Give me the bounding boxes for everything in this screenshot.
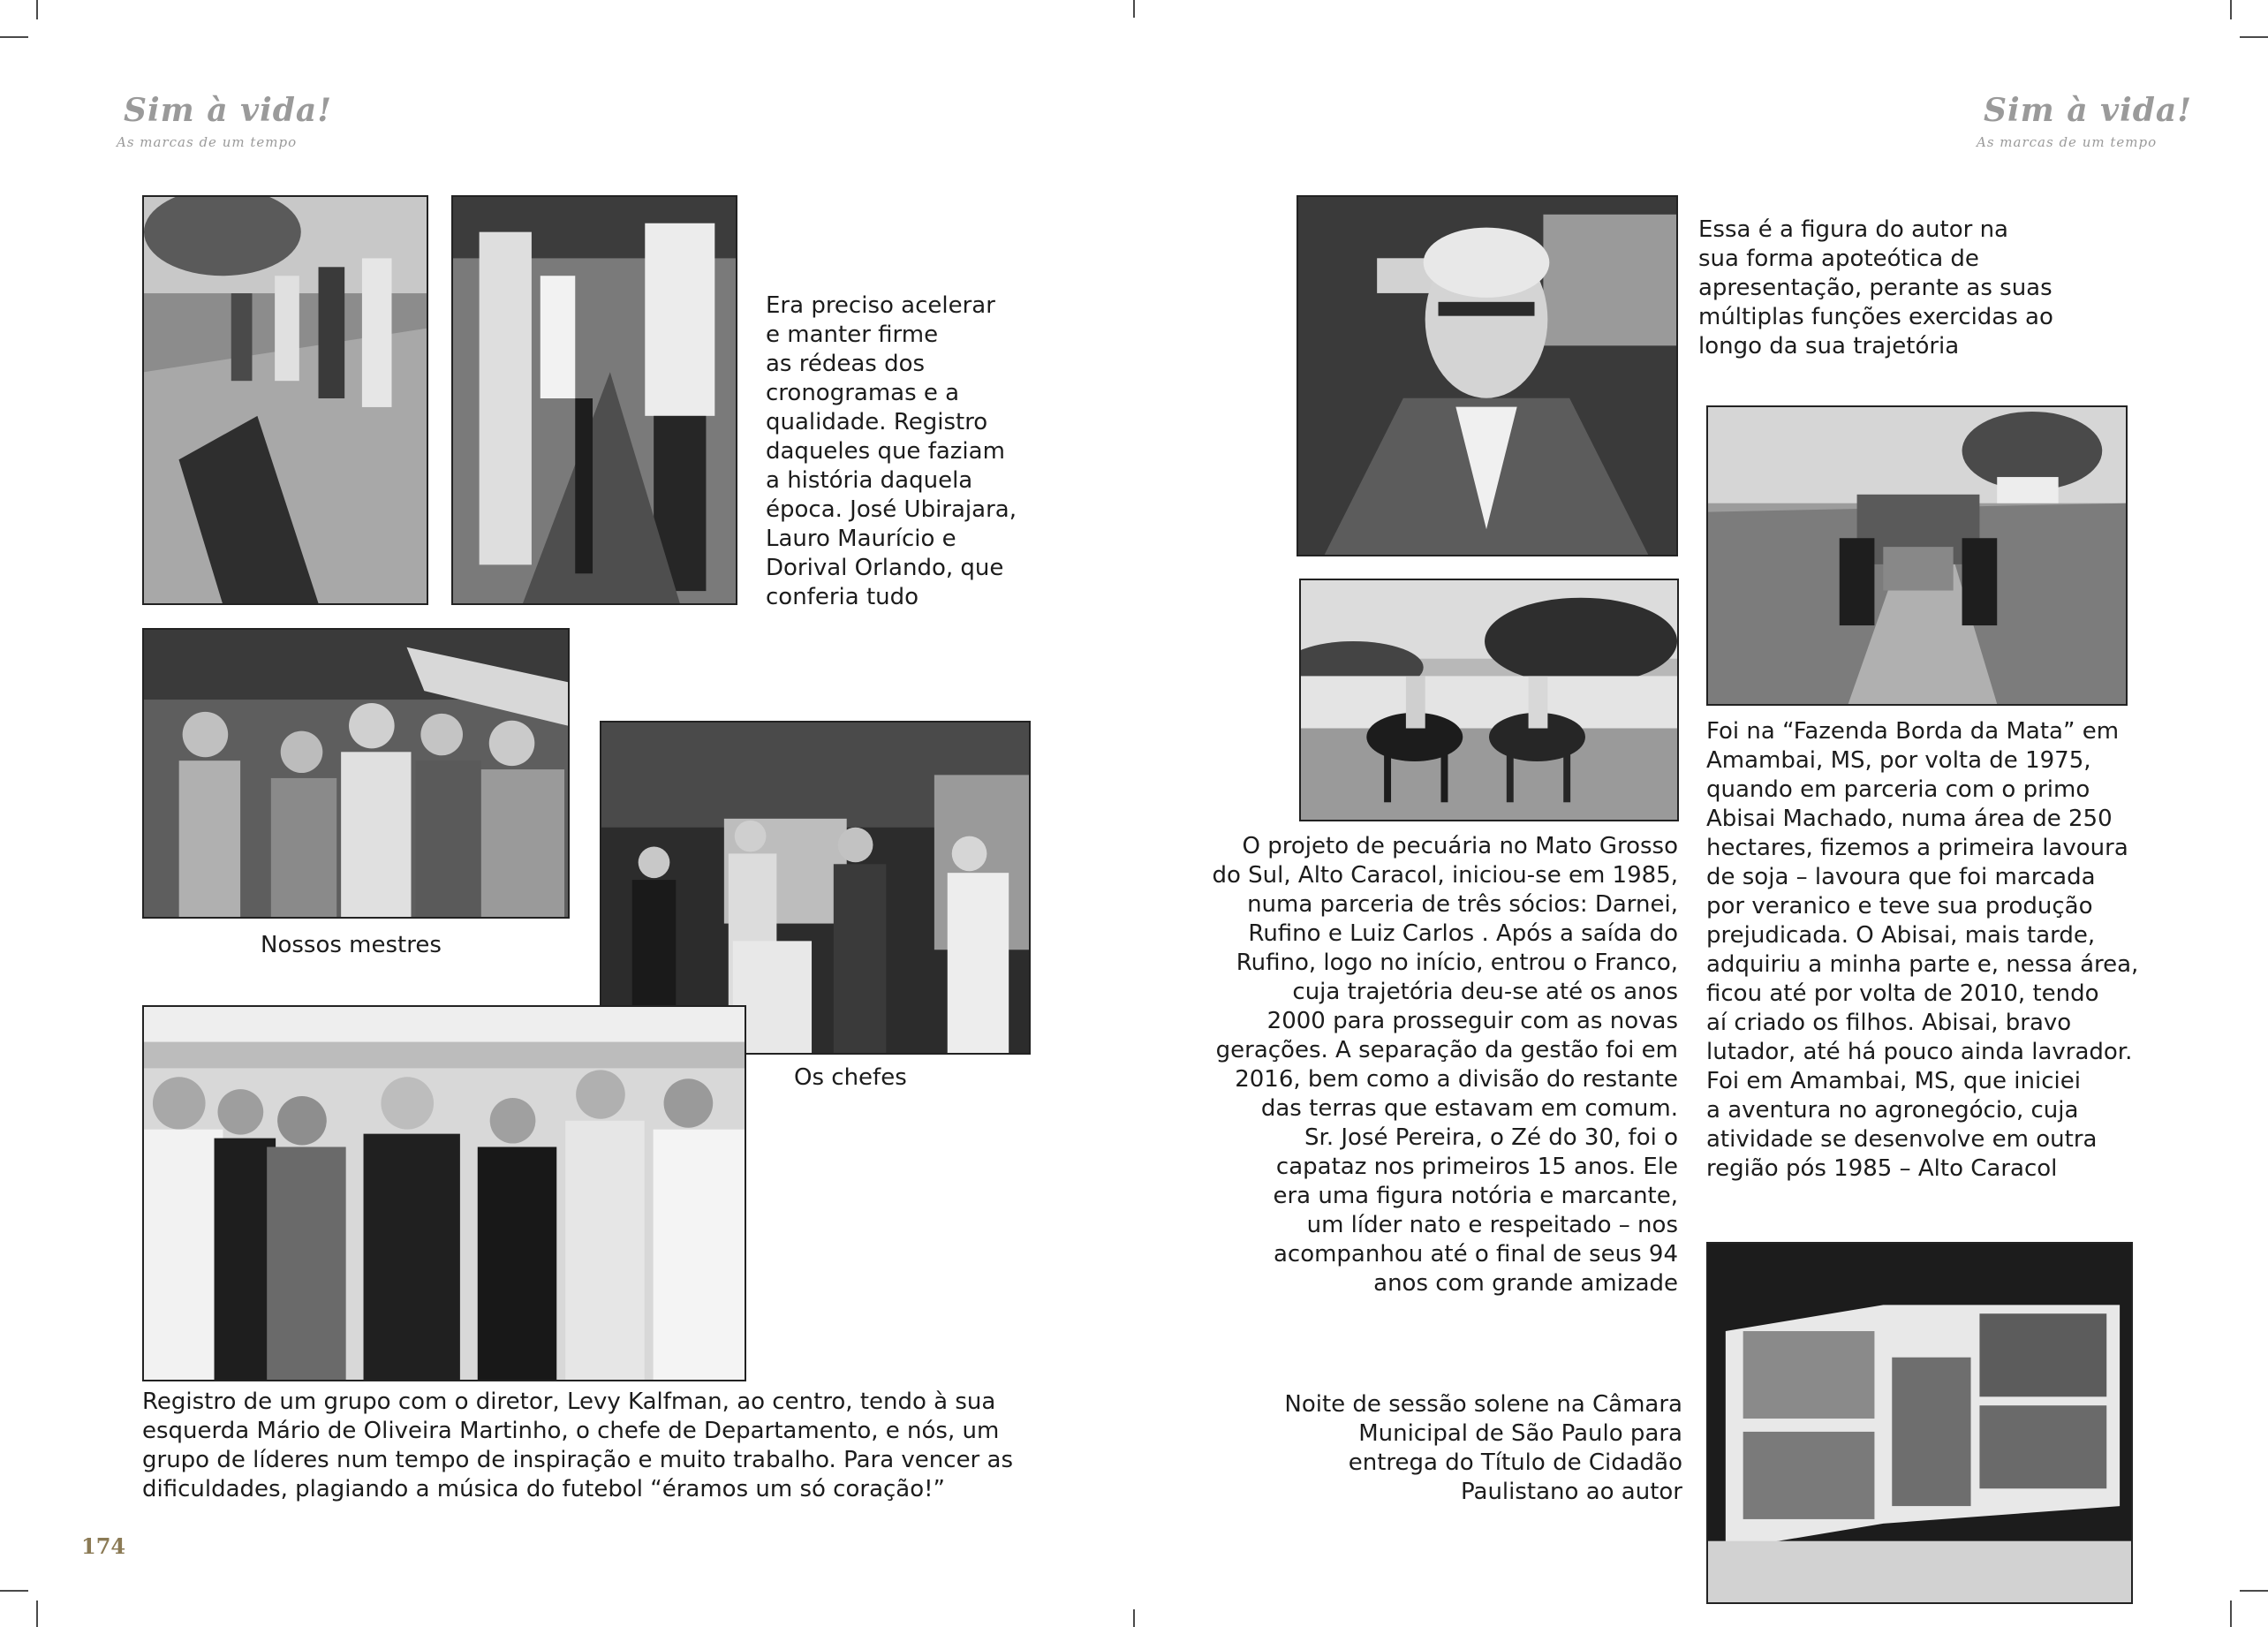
header-left-subtitle: As marcas de um tempo bbox=[117, 134, 298, 150]
text-line: um líder nato e respeitado – nos bbox=[1306, 1212, 1678, 1238]
text-line: prejudicada. O Abisai, mais tarde, bbox=[1706, 922, 2096, 949]
text-line: ficou até por volta de 2010, tendo bbox=[1706, 980, 2099, 1007]
caption-os-chefes: Os chefes bbox=[794, 1064, 907, 1091]
crop-mark-top-right-h bbox=[2240, 36, 2268, 38]
text-line: daqueles que faziam bbox=[766, 438, 1005, 465]
text-line: O projeto de pecuária no Mato Grosso bbox=[1242, 833, 1678, 859]
crop-mark-top-left-v bbox=[36, 0, 38, 19]
text-line: e manter firme bbox=[766, 322, 939, 348]
text-line: apresentação, perante as suas bbox=[1698, 275, 2053, 301]
text-line: região pós 1985 – Alto Caracol bbox=[1706, 1155, 2058, 1182]
text-line: numa parceria de três sócios: Darnei, bbox=[1247, 891, 1678, 918]
text-line: Era preciso acelerar bbox=[766, 292, 995, 319]
text-line: Abisai Machado, numa área de 250 bbox=[1706, 806, 2113, 832]
crop-mark-bottom-right-h bbox=[2240, 1590, 2268, 1592]
header-right-title: Sim à vida! bbox=[1984, 92, 2193, 129]
text-line: época. José Ubirajara, bbox=[766, 496, 1017, 523]
text-line: entrega do Título de Cidadão bbox=[1348, 1449, 1682, 1476]
text-line: conferia tudo bbox=[766, 584, 919, 610]
text-line: longo da sua trajetória bbox=[1698, 333, 1960, 359]
text-line: grupo de líderes num tempo de inspiração e muito trabalho. Para vencer as bbox=[142, 1447, 1013, 1473]
text-line: anos com grande amizade bbox=[1373, 1270, 1678, 1297]
page-number: 174 bbox=[81, 1533, 126, 1559]
crop-mark-bottom-center bbox=[1133, 1609, 1135, 1627]
text-line: dificuldades, plagiando a música do futebol “éramos um só coração!” bbox=[142, 1476, 946, 1502]
text-line: Dorival Orlando, que bbox=[766, 555, 1004, 581]
text-line: a aventura no agronegócio, cuja bbox=[1706, 1097, 2079, 1124]
text-line: Municipal de São Paulo para bbox=[1358, 1420, 1682, 1447]
text-line: cuja trajetória deu-se até os anos bbox=[1292, 979, 1678, 1005]
text-line: Rufino, logo no início, entrou o Franco, bbox=[1236, 950, 1678, 976]
caption-autor bbox=[1698, 216, 2053, 361]
text-fazenda bbox=[1706, 717, 2138, 1184]
text-line: 2016, bem como a divisão do restante bbox=[1235, 1066, 1678, 1093]
text-line: gerações. A separação da gestão foi em bbox=[1215, 1037, 1678, 1063]
crop-mark-top-left-h bbox=[0, 36, 28, 38]
text-line: Foi em Amambai, MS, que iniciei bbox=[1706, 1068, 2081, 1094]
text-line: hectares, fizemos a primeira lavoura bbox=[1706, 835, 2128, 861]
photo-cavalos-pecuaria bbox=[1299, 579, 1679, 821]
crop-mark-top-right-v bbox=[2230, 0, 2232, 19]
text-line: era uma figura notória e marcante, bbox=[1273, 1183, 1678, 1209]
text-line: múltiplas funções exercidas ao bbox=[1698, 304, 2053, 330]
photo-album-sessao-solene bbox=[1706, 1242, 2133, 1604]
text-line: de soja – lavoura que foi marcada bbox=[1706, 864, 2096, 890]
crop-mark-bottom-right-v bbox=[2230, 1601, 2232, 1627]
photo-trator-fazenda bbox=[1706, 405, 2128, 706]
caption-grupo-diretor bbox=[142, 1388, 1013, 1504]
photo-construction-site bbox=[142, 195, 428, 605]
crop-mark-bottom-left-h bbox=[0, 1590, 28, 1592]
text-line: esquerda Mário de Oliveira Martinho, o chefe de Departamento, e nós, um bbox=[142, 1418, 1000, 1444]
text-line: Noite de sessão solene na Câmara bbox=[1284, 1391, 1682, 1418]
photo-grupo-diretor bbox=[142, 1005, 746, 1381]
text-line: cronogramas e a bbox=[766, 380, 960, 406]
text-line: Foi na “Fazenda Borda da Mata” em bbox=[1706, 718, 2120, 745]
photo-autor-portrait bbox=[1297, 195, 1678, 556]
text-pecuaria bbox=[1210, 832, 1678, 1298]
text-line: lutador, até há pouco ainda lavrador. bbox=[1706, 1039, 2133, 1065]
crop-mark-bottom-left-v bbox=[36, 1601, 38, 1627]
text-cronogramas bbox=[766, 291, 1017, 612]
text-line: aí criado os filhos. Abisai, bravo bbox=[1706, 1010, 2072, 1036]
text-line: acompanhou até o final de seus 94 bbox=[1273, 1241, 1678, 1268]
text-line: 2000 para prosseguir com as novas bbox=[1266, 1008, 1678, 1034]
text-line: Amambai, MS, por volta de 1975, bbox=[1706, 747, 2091, 774]
text-line: Lauro Maurício e bbox=[766, 526, 956, 552]
text-line: Essa é a figura do autor na bbox=[1698, 216, 2008, 243]
text-line: Registro de um grupo com o diretor, Levy Kalfman, ao centro, tendo à sua bbox=[142, 1389, 996, 1415]
text-line: por veranico e teve sua produção bbox=[1706, 893, 2093, 919]
header-left-title: Sim à vida! bbox=[124, 92, 333, 129]
text-line: Paulistano ao autor bbox=[1461, 1479, 1682, 1505]
text-line: das terras que estavam em comum. bbox=[1260, 1095, 1678, 1122]
header-right-subtitle: As marcas de um tempo bbox=[1977, 134, 2158, 150]
text-line: adquiriu a minha parte e, nessa área, bbox=[1706, 951, 2139, 978]
text-line: sua forma apoteótica de bbox=[1698, 246, 1979, 272]
photo-nossos-mestres bbox=[142, 628, 570, 919]
text-line: capataz nos primeiros 15 anos. Ele bbox=[1275, 1154, 1678, 1180]
caption-nossos-mestres: Nossos mestres bbox=[261, 932, 442, 958]
text-line: Rufino e Luiz Carlos . Após a saída do bbox=[1248, 920, 1678, 947]
text-line: a história daquela bbox=[766, 467, 973, 494]
text-line: atividade se desenvolve em outra bbox=[1706, 1126, 2098, 1153]
text-line: do Sul, Alto Caracol, iniciou-se em 1985, bbox=[1212, 862, 1678, 889]
crop-mark-top-center bbox=[1133, 0, 1135, 18]
caption-sessao-solene bbox=[1236, 1390, 1682, 1507]
photo-inspection bbox=[451, 195, 737, 605]
text-line: as rédeas dos bbox=[766, 351, 926, 377]
text-line: Sr. José Pereira, o Zé do 30, foi o bbox=[1304, 1124, 1678, 1151]
text-line: quando em parceria com o primo bbox=[1706, 776, 2090, 803]
text-line: qualidade. Registro bbox=[766, 409, 988, 435]
